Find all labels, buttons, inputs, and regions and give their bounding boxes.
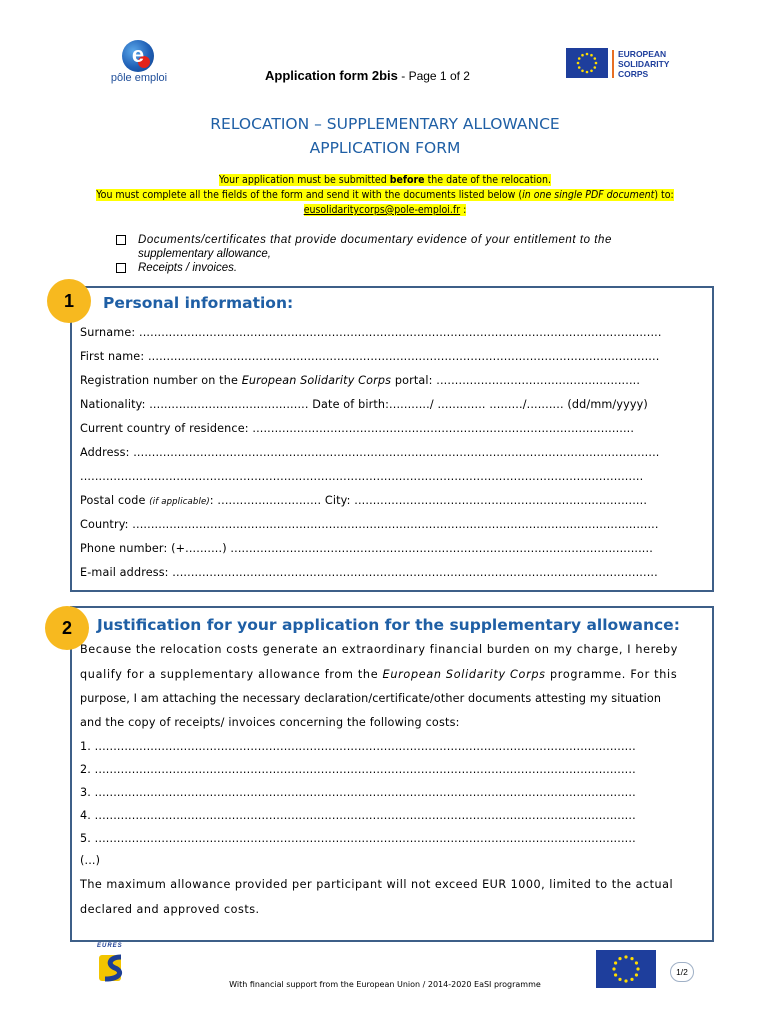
section-1-badge: 1 (47, 279, 91, 323)
registration-label-b: portal: ....................................................... (391, 374, 641, 387)
postal-code-city-field[interactable] (80, 494, 666, 507)
nationality-dob-field[interactable]: Nationality: ........................................... Date of birth:.........../ ............. ........./.......... (dd/mm/yyyy) (80, 398, 648, 411)
address-field[interactable]: Address: .............................................................................................................................................. (80, 446, 660, 459)
cost-item-3[interactable]: 3. .................................................................................................................................................. (80, 786, 636, 799)
notice-line-1 (0, 174, 770, 186)
address-field-line-2[interactable]: ........................................................................................................................................................ (80, 470, 644, 483)
pole-emploi-logo (108, 40, 170, 88)
page-indicator: - Page 1 of 2 (397, 69, 470, 83)
notice-text-c: You must complete all the fields of the form and send it with the documents listed below ( (96, 189, 523, 201)
eu-stars-icon (566, 48, 608, 78)
postal-label-small: (if applicable) (149, 497, 210, 507)
surname-field[interactable]: Surname: ............................................................................................................................................. (80, 326, 662, 339)
notice-text-a: Your application must be submitted (219, 174, 390, 186)
eu-flag-icon (566, 48, 608, 78)
notice-line-2 (0, 189, 770, 201)
page-header-title (265, 68, 470, 83)
email-address-field[interactable]: E-mail address: ................................................................................................................................... (80, 566, 658, 579)
esc-logo-line-2: SOLIDARITY (618, 59, 670, 69)
cost-items-ellipsis: (...) (80, 854, 101, 867)
registration-number-field[interactable] (80, 374, 666, 387)
eures-logo (95, 945, 135, 985)
postal-label-b: : ............................ City: ............................................................................... (209, 494, 648, 507)
section-2-title: Justification for your application for the supplementary allowance: (97, 616, 680, 634)
justification-paragraph-line-2 (80, 668, 700, 681)
justification-paragraph-line-3: purpose, I am attaching the necessary declaration/certificate/other documents attesting my situation (80, 692, 662, 705)
esc-logo-text (618, 49, 669, 79)
postal-label-a: Postal code (80, 494, 150, 507)
logo-divider (612, 50, 614, 78)
justification-italic: European Solidarity Corps (382, 668, 546, 681)
residence-country-field[interactable]: Current country of residence: ....................................................................................................... (80, 422, 635, 435)
page-number-badge: 1/2 (670, 962, 694, 982)
checkbox-receipts[interactable] (116, 263, 126, 273)
checklist-item-receipts (116, 262, 237, 274)
justification-text-a: qualify for a supplementary allowance from the (80, 668, 383, 681)
form-name: Application form 2bis (265, 68, 398, 83)
esc-logo-line-1: EUROPEAN (618, 49, 667, 59)
phone-number-field[interactable]: Phone number: (+..........) .................................................................................................................. (80, 542, 653, 555)
section-2-badge: 2 (45, 606, 89, 650)
notice-text-b: the date of the relocation. (424, 174, 551, 186)
checklist-item-receipts-label: Receipts / invoices. (138, 262, 238, 274)
notice-bold: before (389, 174, 425, 186)
notice-text-d: ) to: (654, 189, 674, 201)
checklist-item-documents-cont: supplementary allowance, (138, 248, 271, 260)
pole-emploi-logo-letter: e (131, 42, 145, 67)
notice-email-suffix: : (460, 204, 467, 216)
european-solidarity-corps-logo (566, 48, 678, 80)
document-title-line-2: APPLICATION FORM (309, 139, 461, 157)
pole-emploi-logo-text: pôle emploi (110, 72, 168, 84)
max-allowance-line-2: declared and approved costs. (80, 903, 260, 916)
cost-item-4[interactable]: 4. .................................................................................................................................................. (80, 809, 636, 822)
section-1-title: Personal information: (103, 294, 294, 312)
cost-item-2[interactable]: 2. .................................................................................................................................................. (80, 763, 636, 776)
eures-logo-icon (95, 945, 135, 985)
justification-paragraph-line-1: Because the relocation costs generate an extraordinary financial burden on my charge, I hereby (80, 643, 679, 656)
notice-line-3 (0, 204, 770, 216)
max-allowance-line-1: The maximum allowance provided per participant will not exceed EUR 1000, limited to the actual (80, 878, 674, 891)
justification-text-b: programme. For this (545, 668, 678, 681)
justification-paragraph-line-4: and the copy of receipts/ invoices concerning the following costs: (80, 716, 460, 729)
country-field[interactable]: Country: .............................................................................................................................................. (80, 518, 659, 531)
registration-label-italic: European Solidarity Corps (241, 374, 392, 387)
submission-email-link[interactable]: eusolidaritycorps@pole-emploi.fr (303, 204, 461, 216)
esc-logo-line-3: CORPS (618, 69, 649, 79)
eures-label: EURES (97, 943, 123, 949)
cost-item-5[interactable]: 5. .................................................................................................................................................. (80, 832, 636, 845)
document-title-line-1: RELOCATION – SUPPLEMENTARY ALLOWANCE (210, 115, 560, 133)
registration-label-a: Registration number on the (80, 374, 242, 387)
notice-italic: in one single PDF document (522, 189, 655, 201)
checklist-item-documents (116, 234, 681, 246)
footer-support-text: With financial support from the European Union / 2014-2020 EaSI programme (229, 980, 541, 989)
first-name-field[interactable]: First name: .......................................................................................................................................... (80, 350, 660, 363)
checkbox-documents[interactable] (116, 235, 126, 245)
cost-item-1[interactable]: 1. .................................................................................................................................................. (80, 740, 636, 753)
checklist-item-documents-label: Documents/certificates that provide documentary evidence of your entitlement to the (138, 234, 612, 246)
